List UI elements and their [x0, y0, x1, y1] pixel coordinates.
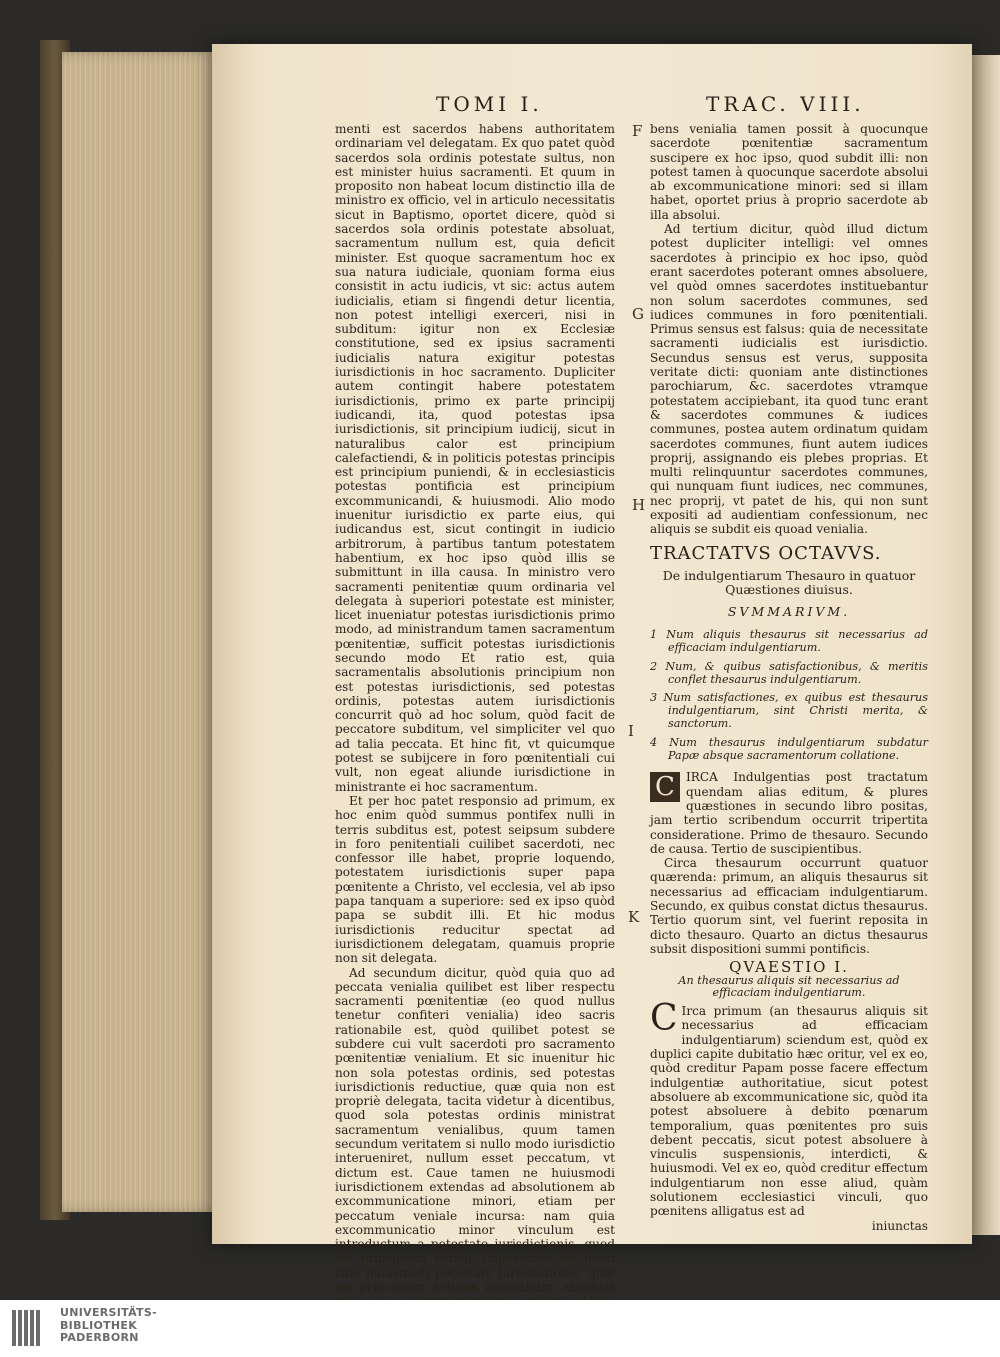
page-edges — [62, 52, 222, 1212]
summarium-heading: SVMMARIVM. — [727, 603, 851, 619]
summary-list — [650, 629, 928, 762]
drop-cap-initial: C — [650, 772, 680, 802]
tract-title: TRACTATVS OCTAVVS. — [650, 542, 882, 564]
left-column — [335, 122, 615, 1323]
left-paragraph: Ad secundum dicitur, quòd quia quo ad peccata venialia quilibet est liber respectu sacramenti pœnitentiæ (eo quod nullus tenetur confiteri venialia) ideo sacris rationabile est, quòd quilibet potest se subdere cui vult sacerdoti pro sacramento pœnitentiæ venialium. Et sic inuenitur hic non sola potestas ordinis, sed potestas iurisdictionis reductiue, quæ quia non est propriè delegata, tacita videtur à dicentibus, quod sola potestas ordinis ministrat sacramentum venialibus, quum tamen secundum veritatem si nullo modo iurisdictio interueniret, nullum esset peccatum, vt dictum est. Caue tamen ne huiusmodi iurisdictionem extendas ad absolutionem ab excommunicatione minori, etiam per peccatum veniale incursa: nam quia excommunicatio minor vinculum est introductum a potestate iurisdictionis, quod est principium iudicij, impossibile est quod sine huiusmodi potestate iurisdictionis, quæ est principium actuum iudicialium, absoluat — [335, 965, 615, 1295]
intro-paragraph — [650, 770, 928, 856]
library-footer — [0, 1300, 1000, 1357]
right-paragraph: Circa thesaurum occurrunt quatuor quærenda: primum, an aliquis thesaurus sit necessarius ad efficaciam indulgentiarum. Secundo, ex quibus constat dictus thesaurus. Tertio quorum sint, vel fuerint reposita in dicto thesauro. Quarto an dictus thesaurus subsit dispositioni summi pontificis. — [650, 856, 928, 956]
library-logo-icon — [12, 1310, 52, 1346]
running-header-right: TRAC. VIII. — [706, 92, 865, 116]
margin-marker-g: G — [632, 305, 644, 323]
library-name-line: PADERBORN — [60, 1331, 139, 1344]
margin-marker-i: I — [628, 722, 634, 740]
intro-text: IRCA Indulgentias post tractatum quendam alias editum, & plures quæstiones in secundo libro positas, jam tertio scribendum occurrit tripertita consideratione. Primo de thesauro. Secundo de causa. Tertio de suscipientibus. — [650, 770, 928, 856]
left-paragraph: menti est sacerdos habens authoritatem ordinariam vel delegatam. Ex quo patet quòd sacerdos sola ordinis potestate sultus, non est minister huius sacramenti. Et quum in proposito non habeat locum distinctio illa de ministro ex officio, vel in articulo necessitatis sicut in Baptismo, oportet dicere, quòd si sacerdos sola ordinis potestate absoluat, sacramentum nullum est, quia deficit minister. Est quoque sacramentum hoc ex sua natura iudiciale, quoniam forma eius consistit in actu iudicis, vt sic: actus autem iudicialis, etiam si fingendi detur licentia, non potest intelligi exerceri, nisi in subditum: igitur non ex Ecclesiæ constitutione, sed ex ipsius sacramenti iudicialis natura exigitur potestas iurisdictionis in hoc sacramento. Dupliciter autem contingit habere potestatem iurisdictionis, primo ex parte principij iudicandi, ita, quod potestas ipsa iurisdictionis, sit principium iudicij, sicut in naturalibus calor est principium calefactiendi, & in politicis potestas principis est principium puniendi, & in ecclesiasticis potestas pontificia est principium excommunicandi, & huiusmodi. Alio modo inuenitur iurisdictio ex parte eius, qui iudicandus est, sicut contingit in iudicio arbitrorum, à partibus tantum potestatem habentium, ex hoc ipso quòd illis se submittunt in illa causa. In ministro vero sacramenti penitentiæ quum ordinaria vel delegata à superiori potestate est minister, licet inueniatur potestas iurisdictionis primo modo, ad ministrandum tamen sacramentum pœnitentiæ, sufficit potestas iurisdictionis secundo modo Et ratio est, quia sacramentalis absolutionis principium non est potestas iurisdictionis, sed potestas ordinis, potestas autem iurisdictionis concurrit quò ad hoc solum, quòd facit de peccatore subditum, vel simpliciter vel quo ad talia peccata. Et hinc fit, vt quicumque potest se subijcere in foro pœnitentiali cui vult, non egeat aliunde iurisdictione in ministrante ei hoc sacramentum. — [335, 122, 615, 794]
question-title: QVAESTIO I. — [729, 958, 849, 977]
question-subtitle: An thesaurus aliquis sit necessarius ad efficaciam indulgentiarum. — [678, 973, 900, 1000]
left-paragraph: Et per hoc patet responsio ad primum, ex hoc enim quòd summus pontifex nulli in terris subditus est, potest seipsum subdere in foro penitentiali cuilibet sacerdoti, nec confessor ille habet, proprie loquendo, potestatem iurisdictionis super papa pœnitente a Christo, vel ecclesia, vel ab ipso papa tanquam a superiore: sed ex ipso quòd papa se subdit illi. Et hic modus iurisdictionis reducitur spectat ad iurisdictionem delegatam, quamuis proprie non sit delegata. — [335, 793, 615, 966]
running-header-left: TOMI I. — [436, 92, 543, 116]
summary-item: 4 Num thesaurus indulgentiarum subdatur Papæ absque sacramentorum collatione. — [650, 735, 928, 762]
right-paragraph: Ad tertium dicitur, quòd illud dictum potest dupliciter intelligi: vel omnes sacerdotes à principio ex hoc ipso, quòd erant sacerdotes poterant omnes absoluere, vel quòd omnes sacerdotes instituebantur non solum sacerdotes communes, sed iudices communes in foro pœnitentiali. Primus sensus est falsus: quia de necessitate sacramenti iudicialis est iurisdictio. Secundus sensus est verus, supposita veritate dicti: quoniam ante distinctiones parochiarum, &c. sacerdotes vtramque potestatem accipiebant, ita quod tunc erant & sacerdotes communes & iudices communes, postea autem ordinatum quidam sacerdotes communes, fiunt autem iudices proprij, assignando eis plebes proprias. Et multi relinquuntur sacerdotes communes, qui nunquam fiunt iudices, nec communes, nec proprij, vt patet de his, qui non sunt expositi ad audientiam confessionum, nec aliquis se subdit eis quoad venialia. — [650, 222, 928, 537]
library-name-line: UNIVERSITÄTS- — [60, 1306, 157, 1319]
question-paragraph — [650, 998, 928, 1219]
right-paragraph: bens venialia tamen possit à quocunque sacerdote pœnitentiæ sacramentum suscipere ex hoc ipso, quod subdit illi: non potest tamen à quocunque sacerdote absolui ab excommunicatione minori: sed si illam habet, oportet prius à proprio sacerdote ab illa absolui. — [650, 122, 928, 222]
library-name-line: BIBLIOTHEK — [60, 1318, 138, 1332]
question-text: Irca primum (an thesaurus aliquis sit necessarius ad efficaciam indulgentiarum) sciendum est, quòd ex duplici capite dubitatio hæc oritur, vel ex eo, quòd creditur Papam posse facere effectum indulgentiæ authoritatiue, sicut potest absoluere ab excommunicatione sic, quòd ita potest absoluere à debito pœnarum temporalium, quas pœnitentes pro suis debent peccatis, sicut potest absoluere à vinculis suspensionis, interdicti, & huiusmodi. Vel ex eo, quòd creditur effectum indulgentiarum non esse aliud, quàm solutionem ecclesiastici vinculi, quo pœnitens alligatus est ad — [650, 1004, 928, 1219]
tract-subtitle: De indulgentiarum Thesauro in quatuor Quæstiones diuisus. — [662, 567, 916, 597]
library-name — [60, 1307, 157, 1345]
margin-marker-f: F — [632, 122, 643, 140]
margin-marker-k: K — [628, 908, 640, 926]
catchword: iniunctas — [871, 1218, 928, 1233]
facing-page-edge — [972, 55, 1000, 1235]
right-column — [650, 122, 928, 1233]
summary-item: 3 Num satisfactiones, ex quibus est thesaurus indulgentiarum, sint Christi merita, & sanctorum. — [650, 691, 928, 730]
margin-marker-h: H — [632, 496, 646, 514]
initial-letter: C — [650, 998, 678, 1040]
summary-item: 2 Num, & quibus satisfactionibus, & meritis conflet thesaurus indulgentiarum. — [650, 659, 928, 686]
summary-item: 1 Num aliquis thesaurus sit necessarius ad efficaciam indulgentiarum. — [650, 628, 928, 654]
